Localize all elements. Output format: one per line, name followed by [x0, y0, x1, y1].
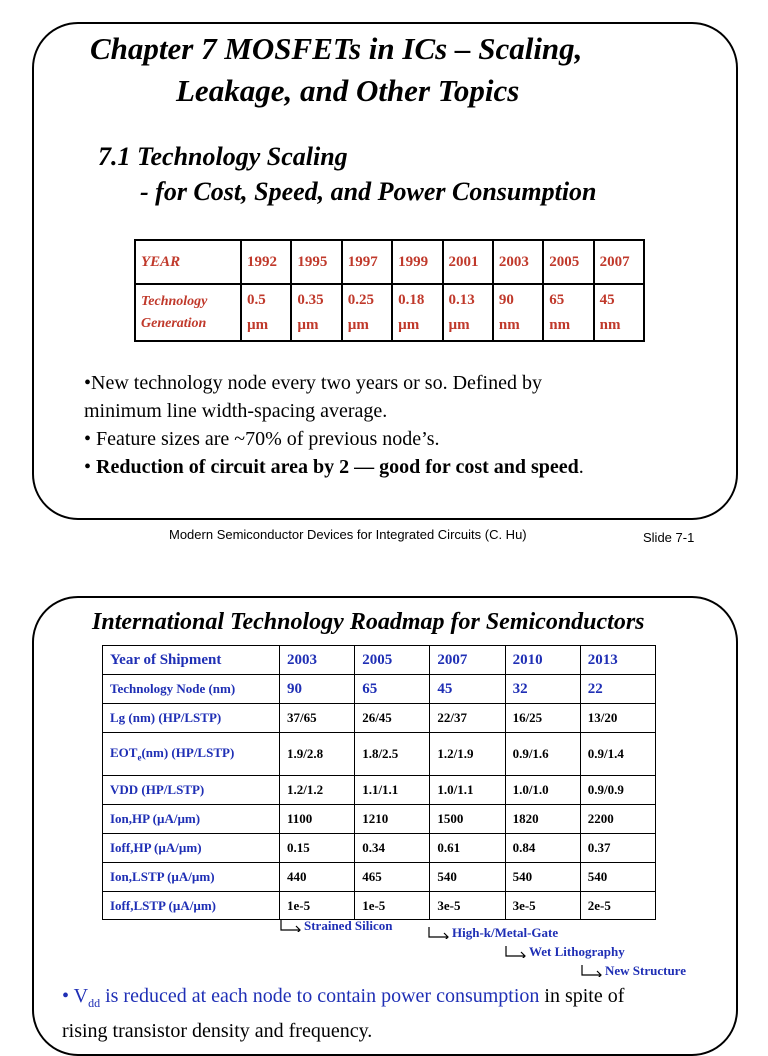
section-title-line-1: 7.1 Technology Scaling	[98, 142, 348, 171]
roadmap-lg-row	[103, 704, 656, 733]
roadmap-ionlstp-row	[103, 863, 656, 892]
table-cell: 0.9/0.9	[580, 776, 655, 805]
table-cell: 2200	[580, 805, 655, 834]
roadmap-vdd-row	[103, 776, 656, 805]
roadmap-iofflstp-row	[103, 892, 656, 920]
bullet-feature-size: • Feature sizes are ~70% of previous node’s.	[84, 428, 440, 450]
table-cell: 2e-5	[580, 892, 655, 920]
roadmap-table	[102, 645, 656, 920]
year-cell: 2007	[594, 240, 644, 284]
table-cell: 1820	[505, 805, 580, 834]
table-cell: 16/25	[505, 704, 580, 733]
generation-cell: 0.5 µm	[241, 284, 291, 341]
year-header: YEAR	[135, 240, 241, 284]
node-cell: 32	[505, 675, 580, 704]
table-cell: 1e-5	[355, 892, 430, 920]
table-cell: 540	[430, 863, 505, 892]
roadmap-ioffhp-row	[103, 834, 656, 863]
header-year: 2010	[505, 646, 580, 675]
annotation-high-k: High-k/Metal-Gate	[428, 925, 558, 941]
table-cell: 1500	[430, 805, 505, 834]
table-cell: 440	[280, 863, 355, 892]
roadmap-eot-row	[103, 733, 656, 776]
table-cell: 0.84	[505, 834, 580, 863]
year-cell: 2005	[543, 240, 593, 284]
scaling-table	[134, 239, 645, 342]
row-label: Technology Node (nm)	[103, 675, 280, 704]
annotation-new-structure: New Structure	[581, 963, 686, 979]
row-label: Lg (nm) (HP/LSTP)	[103, 704, 280, 733]
table-cell: 465	[355, 863, 430, 892]
generation-cell: 0.25 µm	[342, 284, 392, 341]
table-cell: 22/37	[430, 704, 505, 733]
table-cell: 1100	[280, 805, 355, 834]
table-cell: 1.2/1.2	[280, 776, 355, 805]
node-cell: 65	[355, 675, 430, 704]
row-label: Ion,HP (µA/µm)	[103, 805, 280, 834]
year-cell: 1999	[392, 240, 442, 284]
scaling-table-generation-row	[135, 284, 644, 341]
table-cell: 1.1/1.1	[355, 776, 430, 805]
year-cell: 1995	[291, 240, 341, 284]
table-cell: 3e-5	[430, 892, 505, 920]
year-cell: 1997	[342, 240, 392, 284]
table-cell: 1.0/1.0	[505, 776, 580, 805]
hook-arrow-icon	[428, 927, 450, 939]
row-label: Ioff,HP (µA/µm)	[103, 834, 280, 863]
table-cell: 1.9/2.8	[280, 733, 355, 776]
roadmap-title: International Technology Roadmap for Semiconductors	[92, 609, 645, 635]
annotation-wet-lithography: Wet Lithography	[505, 944, 625, 960]
node-cell: 22	[580, 675, 655, 704]
table-cell: 0.61	[430, 834, 505, 863]
vdd-bullet: • $V_{dd}$ is reduced at each node to contain power consumption in spite of rising transistor density and frequency.	[62, 985, 625, 1042]
node-cell: 45	[430, 675, 505, 704]
hook-arrow-icon	[581, 965, 603, 977]
generation-cell: 45 nm	[594, 284, 644, 341]
year-cell: 1992	[241, 240, 291, 284]
generation-header: Technology Generation	[135, 284, 241, 341]
chapter-title-line-1: Chapter 7 MOSFETs in ICs – Scaling,	[90, 31, 583, 66]
row-label: Ioff,LSTP (µA/µm)	[103, 892, 280, 920]
slide-number: Slide 7-1	[643, 530, 695, 545]
year-cell: 2003	[493, 240, 543, 284]
table-cell: 13/20	[580, 704, 655, 733]
table-cell: 0.37	[580, 834, 655, 863]
header-year: 2003	[280, 646, 355, 675]
generation-cell: 90 nm	[493, 284, 543, 341]
roadmap-ionhp-row	[103, 805, 656, 834]
row-label: $EOT_e(nm)$ (HP/LSTP)	[103, 733, 280, 776]
chapter-title-line-2: Leakage, and Other Topics	[176, 73, 520, 108]
roadmap-node-row	[103, 675, 656, 704]
generation-cell: 0.18 µm	[392, 284, 442, 341]
bullet-node-cadence: •New technology node every two years or so. Defined by minimum line width-spacing average.	[84, 372, 542, 422]
roadmap-header-row	[103, 646, 656, 675]
annotation-strained-silicon: Strained Silicon	[280, 918, 393, 934]
generation-cell: 0.35 µm	[291, 284, 341, 341]
bullet-area-reduction: • Reduction of circuit area by 2 — good for cost and speed.	[84, 456, 584, 478]
scaling-table-year-row	[135, 240, 644, 284]
table-cell: 540	[580, 863, 655, 892]
section-title-line-2: - for Cost, Speed, and Power Consumption	[140, 177, 597, 206]
header-year: 2013	[580, 646, 655, 675]
table-cell: 1e-5	[280, 892, 355, 920]
table-cell: 0.9/1.4	[580, 733, 655, 776]
generation-cell: 0.13 µm	[443, 284, 493, 341]
slide-1-bullets	[84, 369, 724, 481]
row-label: VDD (HP/LSTP)	[103, 776, 280, 805]
footer-citation: Modern Semiconductor Devices for Integrated Circuits (C. Hu)	[169, 527, 527, 542]
table-cell: 0.34	[355, 834, 430, 863]
table-cell: 3e-5	[505, 892, 580, 920]
header-year: 2007	[430, 646, 505, 675]
table-cell: 1.2/1.9	[430, 733, 505, 776]
header-year: 2005	[355, 646, 430, 675]
table-cell: 0.15	[280, 834, 355, 863]
header-label: Year of Shipment	[103, 646, 280, 675]
hook-arrow-icon	[505, 946, 527, 958]
hook-arrow-icon	[280, 920, 302, 932]
node-cell: 90	[280, 675, 355, 704]
table-cell: 1.0/1.1	[430, 776, 505, 805]
table-cell: 26/45	[355, 704, 430, 733]
table-cell: 37/65	[280, 704, 355, 733]
row-label: Ion,LSTP (µA/µm)	[103, 863, 280, 892]
generation-cell: 65 nm	[543, 284, 593, 341]
table-cell: 540	[505, 863, 580, 892]
table-cell: 0.9/1.6	[505, 733, 580, 776]
table-cell: 1210	[355, 805, 430, 834]
table-cell: 1.8/2.5	[355, 733, 430, 776]
year-cell: 2001	[443, 240, 493, 284]
